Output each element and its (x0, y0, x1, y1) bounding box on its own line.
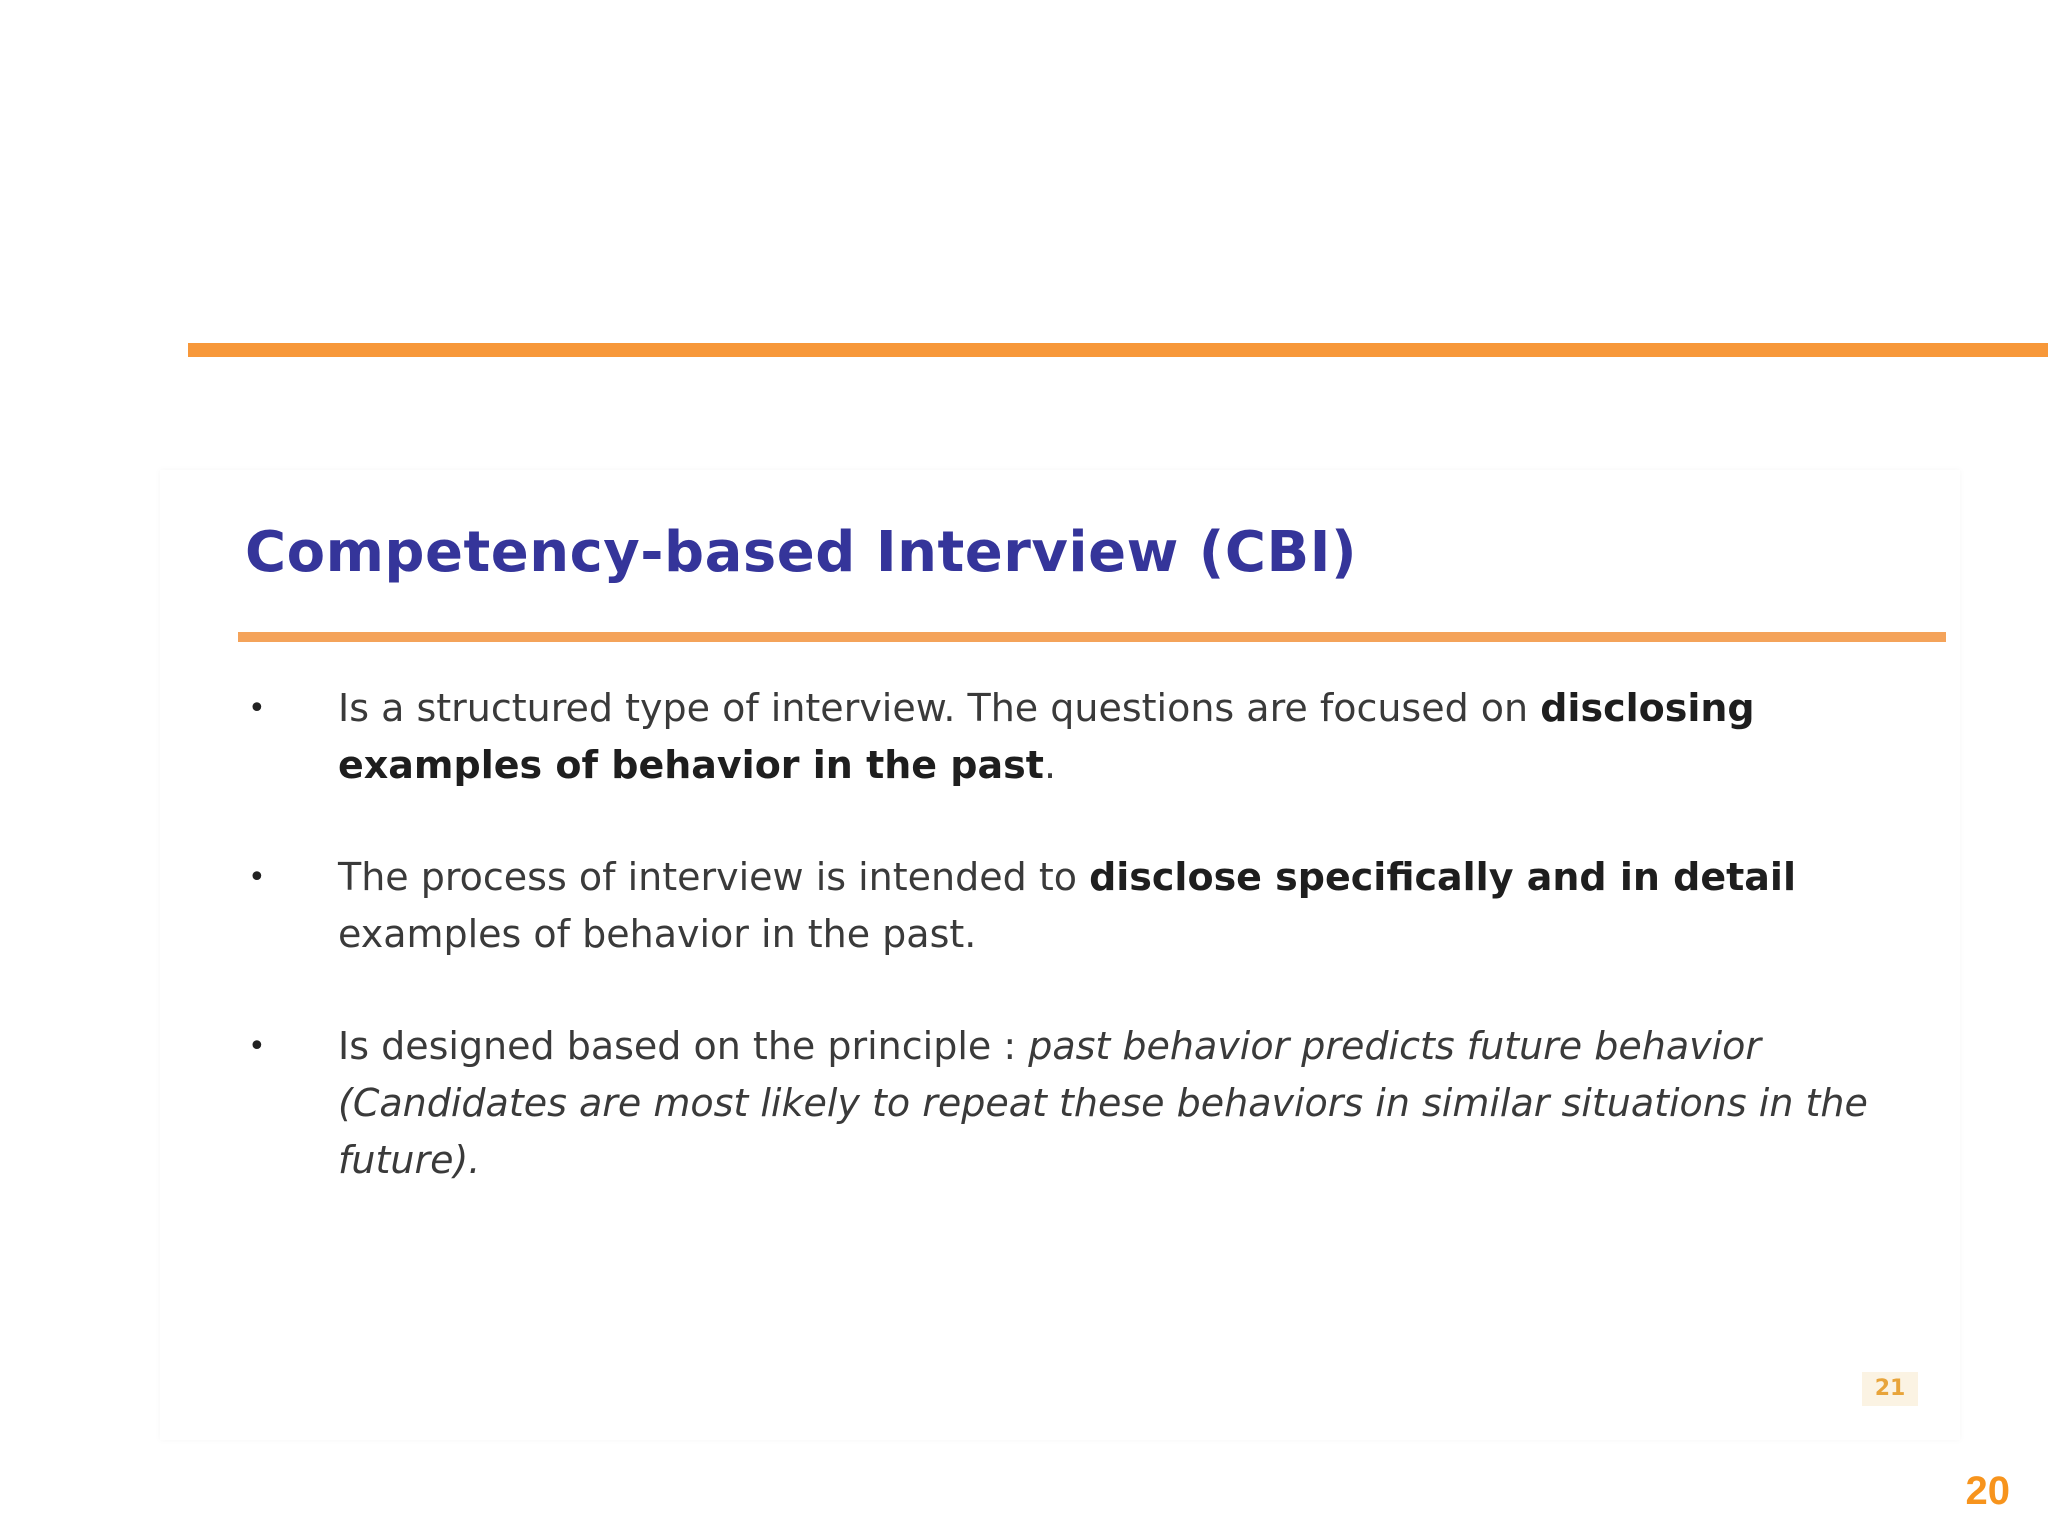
bullet-marker: • (248, 691, 266, 726)
slide-title: Competency-based Interview (CBI) (245, 520, 1358, 585)
bullet-italic-text: past behavior predicts future behavior (Candidates are most likely to repeat these behaviors in similar situations in the future). (338, 1024, 1868, 1182)
bullet-emphasis: disclosing examples of behavior in the past (338, 686, 1755, 787)
embedded-slide-page-number: 21 (1862, 1372, 1918, 1406)
bullet-text: Is designed based on the principle : (338, 1024, 1029, 1068)
bullet-emphasis: disclose specifically and in detail (1089, 855, 1796, 899)
title-underline-rule (238, 632, 1946, 642)
bullet-marker: • (248, 860, 266, 895)
page-number: 20 (1965, 1469, 2010, 1513)
bullet-text: . (1043, 743, 1057, 787)
bullet-text: Is a structured type of interview. The questions are focused on (338, 686, 1541, 730)
bullet-list (240, 680, 1880, 1244)
bullet-text: The process of interview is intended to (338, 855, 1090, 899)
bullet-text: examples of behavior in the past. (338, 912, 977, 956)
bullet-item-3 (240, 1018, 1880, 1189)
bullet-item-2 (240, 849, 1880, 963)
bullet-marker: • (248, 1029, 266, 1064)
bullet-item-1 (240, 680, 1880, 794)
top-accent-rule (188, 343, 2048, 357)
